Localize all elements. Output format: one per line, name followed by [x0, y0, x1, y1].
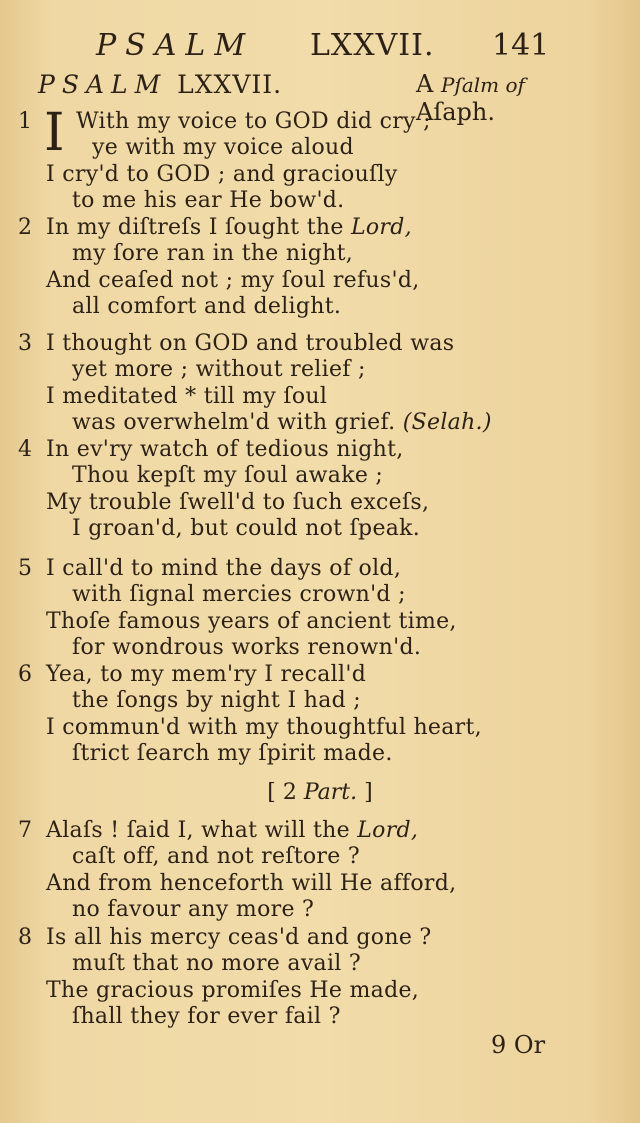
- verse-number: 6: [18, 662, 32, 687]
- verse-line: I meditated * till my ſoul: [46, 384, 328, 409]
- psalm-title-number: LXXVII.: [177, 70, 283, 99]
- verse-line: to me his ear He bow'd.: [72, 188, 345, 213]
- verse-line: I thought on GOD and troubled was: [46, 331, 455, 356]
- verse-line: for wondrous works renown'd.: [72, 635, 422, 660]
- verse-line: In ev'ry watch of tedious night,: [46, 437, 404, 462]
- running-head: [0, 28, 640, 64]
- verse-line: My trouble ſwell'd to ſuch exceſs,: [46, 490, 430, 515]
- verse-line: And ceaſed not ; my ſoul refus'd,: [46, 268, 420, 293]
- verse-line: the ſongs by night I had ;: [72, 688, 361, 713]
- verse-line: yet more ; without relief ;: [72, 357, 366, 382]
- verse-line: was overwhelm'd with grief. (Selah.): [72, 410, 492, 435]
- verse-number: 7: [18, 818, 32, 843]
- verse-line: caſt off, and not reſtore ?: [72, 844, 360, 869]
- running-head-title: PSALM: [96, 28, 255, 63]
- psalm-title-word: PSALM: [38, 70, 168, 99]
- verse-line: With my voice to GOD did cry ;: [76, 109, 431, 134]
- verse-line: I cry'd to GOD ; and graciouſly: [46, 162, 398, 187]
- verse-number: 8: [18, 925, 32, 950]
- verse-line: And from henceforth will He afford,: [46, 871, 457, 896]
- verse-line: muſt that no more avail ?: [72, 951, 362, 976]
- page-number: 141: [492, 28, 550, 63]
- verse-number: 4: [18, 437, 32, 462]
- verse-line: I commun'd with my thoughtful heart,: [46, 715, 482, 740]
- verse-line: I call'd to mind the days of old,: [46, 556, 402, 581]
- verse-line: all comfort and delight.: [72, 294, 342, 319]
- verse-line: no favour any more ?: [72, 897, 315, 922]
- verse-number: 2: [18, 215, 32, 240]
- psalm-subtitle: A Pſalm of Aſaph.: [416, 70, 525, 126]
- verse-number: 5: [18, 556, 32, 581]
- verse-number: 3: [18, 331, 32, 356]
- verse-line: with ſignal mercies crown'd ;: [72, 582, 406, 607]
- catchword: 9 Or: [491, 1031, 546, 1059]
- verse-line: ye with my voice aloud: [92, 135, 354, 160]
- verse-line: Thou kepſt my ſoul awake ;: [72, 463, 384, 488]
- part-heading: [ 2 Part. ]: [267, 780, 373, 805]
- verse-line: Is all his mercy ceas'd and gone ?: [46, 925, 432, 950]
- running-head-number: LXXVII.: [310, 28, 435, 63]
- verse-line: Alaſs ! ſaid I, what will the Lord,: [46, 818, 419, 843]
- verse-line: ſtrict ſearch my ſpirit made.: [72, 741, 393, 766]
- verse-line: my ſore ran in the night,: [72, 241, 354, 266]
- drop-cap: I: [44, 103, 65, 163]
- verse-line: Yea, to my mem'ry I recall'd: [46, 662, 367, 687]
- verse-line: In my diſtreſs I ſought the Lord,: [46, 215, 412, 240]
- verse-line: I groan'd, but could not ſpeak.: [72, 516, 421, 541]
- verse-number: 1: [18, 109, 32, 134]
- verse-line: The gracious promiſes He made,: [46, 978, 420, 1003]
- verse-line: ſhall they for ever fail ?: [72, 1004, 341, 1029]
- verse-line: Thoſe famous years of ancient time,: [46, 609, 457, 634]
